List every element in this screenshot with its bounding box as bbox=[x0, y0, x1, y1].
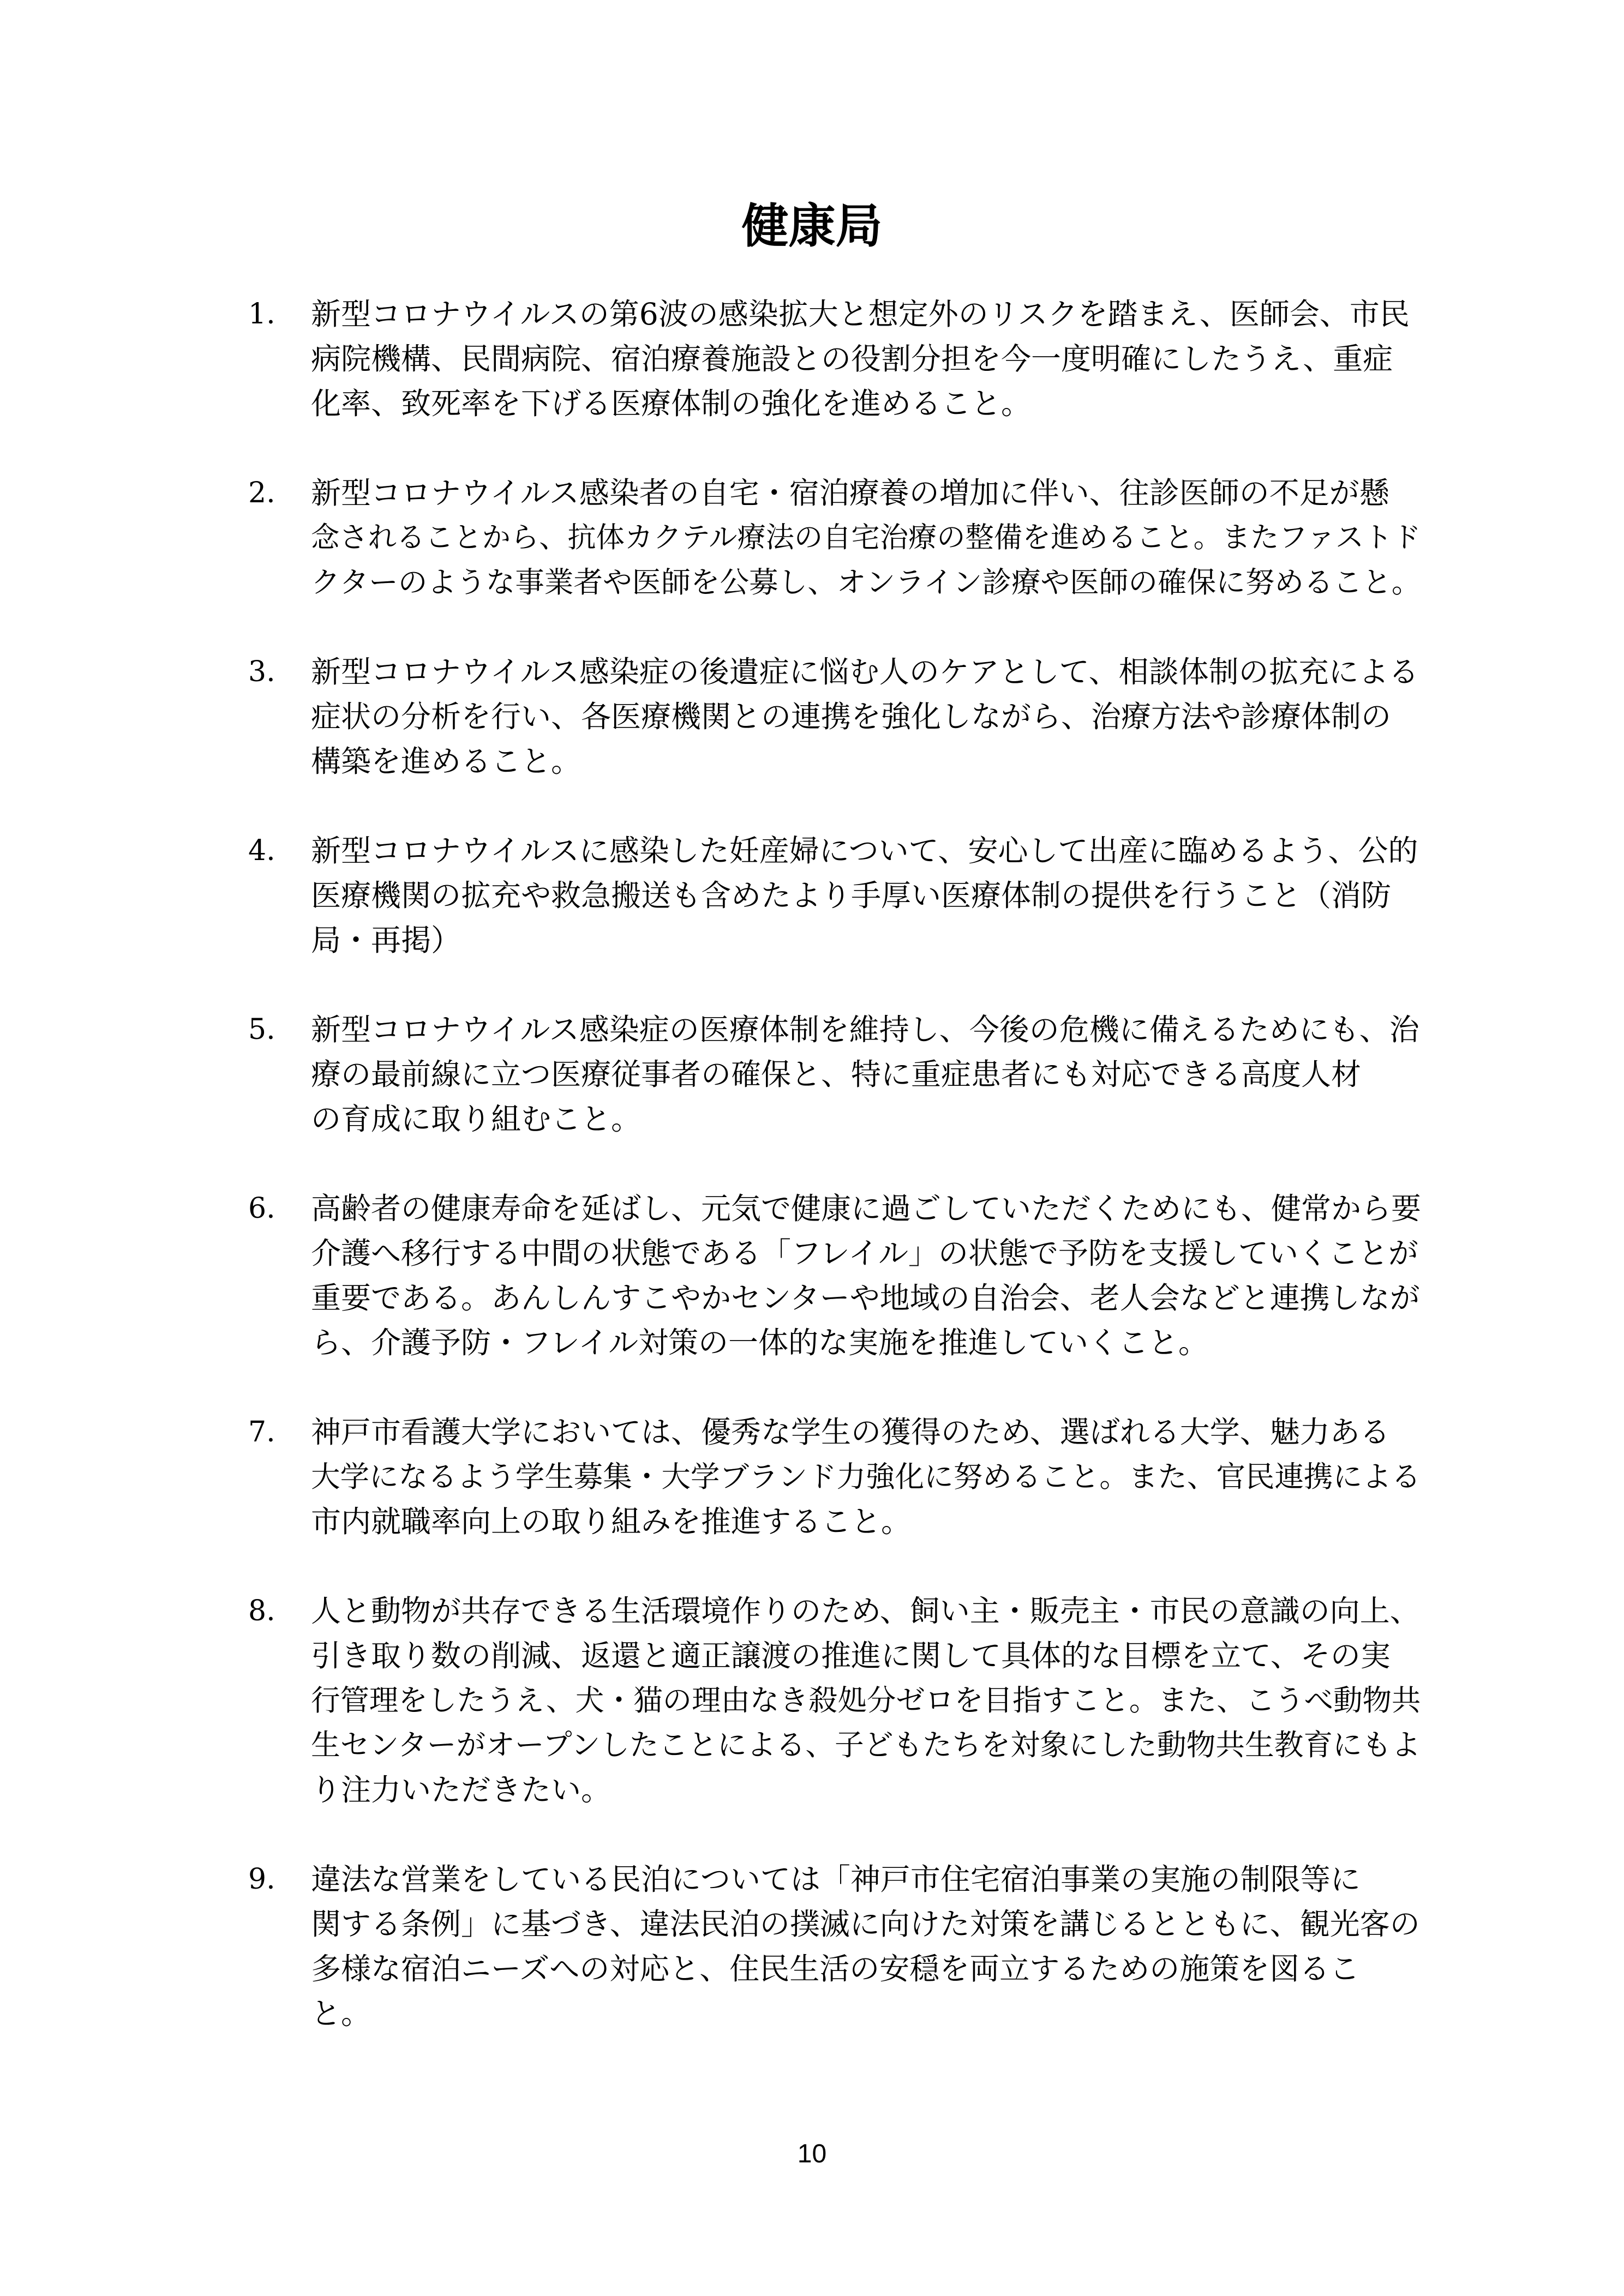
item-text bbox=[311, 292, 1427, 426]
item-number: 9. bbox=[248, 1863, 275, 1896]
item-text-line: 新型コロナウイルス感染症の後遺症に悩む人のケアとして、相談体制の拡充による bbox=[311, 654, 1419, 689]
item-text-line: ら、介護予防・フレイル対策の一体的な実施を推進していくこと。 bbox=[311, 1325, 1209, 1360]
list-item bbox=[248, 292, 1427, 426]
item-text bbox=[311, 828, 1427, 963]
item-text bbox=[311, 1007, 1427, 1141]
item-text-line: 引き取り数の削減、返還と適正譲渡の推進に関して具体的な目標を立て、その実 bbox=[311, 1638, 1391, 1673]
item-text-line: 新型コロナウイルスの第6波の感染拡大と想定外のリスクを踏まえ、医師会、市民 bbox=[311, 297, 1410, 332]
item-text-line: 症状の分析を行い、各医療機関との連携を強化しながら、治療方法や診療体制の bbox=[311, 699, 1392, 734]
item-text bbox=[311, 1410, 1427, 1544]
item-number: 4. bbox=[248, 834, 275, 867]
item-text-line: 新型コロナウイルス感染者の自宅・宿泊療養の増加に伴い、往診医師の不足が懸 bbox=[311, 476, 1389, 510]
item-number: 3. bbox=[248, 656, 275, 688]
item-text-line: 化率、致死率を下げる医療体制の強化を進めること。 bbox=[311, 386, 1032, 421]
item-text-line: 高齢者の健康寿命を延ばし、元気で健康に過ごしていただくためにも、健常から要 bbox=[311, 1191, 1422, 1226]
item-number: 7. bbox=[248, 1416, 275, 1448]
list-item bbox=[248, 1007, 1427, 1141]
item-text-line: 市内就職率向上の取り組みを推進すること。 bbox=[311, 1504, 912, 1539]
list-item bbox=[248, 650, 1427, 784]
item-number: 8. bbox=[248, 1595, 275, 1627]
item-text-line: 関する条例」に基づき、違法民泊の撲滅に向けた対策を講じるとともに、観光客の bbox=[311, 1907, 1420, 1942]
item-number: 5. bbox=[248, 1013, 275, 1046]
item-text-line: 多様な宿泊ニーズへの対応と、住民生活の安穏を両立するための施策を図るこ bbox=[311, 1951, 1360, 1986]
list-item bbox=[248, 1857, 1427, 2036]
list-item bbox=[248, 1186, 1427, 1365]
item-text-line: 局・再掲） bbox=[311, 923, 462, 958]
item-text bbox=[311, 650, 1427, 784]
list-item bbox=[248, 1589, 1427, 1812]
item-text-line: 生センターがオープンしたことによる、子どもたちを対象にした動物共生教育にもよ bbox=[311, 1728, 1421, 1762]
item-number: 6. bbox=[248, 1192, 275, 1225]
page-number: 10 bbox=[797, 2139, 827, 2168]
item-text-line: 人と動物が共存できる生活環境作りのため、飼い主・販売主・市民の意識の向上、 bbox=[311, 1594, 1420, 1628]
page-title: 健康局 bbox=[741, 199, 883, 254]
item-text-line: 介護へ移行する中間の状態である「フレイル」の状態で予防を支援していくことが bbox=[311, 1236, 1419, 1271]
item-number: 1. bbox=[248, 298, 275, 330]
item-text-line: 念されることから、抗体カクテル療法の自宅治療の整備を進めること。またファストド bbox=[311, 521, 1421, 554]
item-text-line: 新型コロナウイルスに感染した妊産婦について、安心して出産に臨めるよう、公的 bbox=[311, 833, 1418, 868]
item-text-line: 新型コロナウイルス感染症の医療体制を維持し、今後の危機に備えるためにも、治 bbox=[311, 1012, 1419, 1047]
list-item bbox=[248, 828, 1427, 963]
item-text-line: 違法な営業をしている民泊については「神戸市住宅宿泊事業の実施の制限等に bbox=[311, 1862, 1361, 1897]
item-text-line: 大学になるよう学生募集・大学ブランド力強化に努めること。また、官民連携による bbox=[311, 1459, 1421, 1494]
item-text-line: と。 bbox=[311, 1996, 371, 2031]
item-text-line: 療の最前線に立つ医療従事者の確保と、特に重症患者にも対応できる高度人材 bbox=[311, 1057, 1362, 1092]
item-text-line: クターのような事業者や医師を公募し、オンライン診療や医師の確保に努めること。 bbox=[311, 565, 1421, 599]
item-text-line: の育成に取り組むこと。 bbox=[311, 1102, 642, 1137]
item-text-line: り注力いただきたい。 bbox=[311, 1772, 612, 1807]
list-item bbox=[248, 1410, 1427, 1544]
item-text-line: 構築を進めること。 bbox=[311, 744, 582, 779]
item-text bbox=[311, 1186, 1427, 1365]
list-item bbox=[248, 471, 1427, 605]
item-text-line: 行管理をしたうえ、犬・猫の理由なき殺処分ゼロを目指すこと。また、こうべ動物共 bbox=[311, 1683, 1421, 1717]
item-text-line: 病院機構、民間病院、宿泊療養施設との役割分担を今一度明確にしたうえ、重症 bbox=[311, 341, 1393, 376]
item-text bbox=[311, 471, 1427, 605]
item-text bbox=[311, 1589, 1427, 1812]
item-number: 2. bbox=[248, 477, 275, 509]
item-text-line: 重要である。あんしんすこやかセンターや地域の自治会、老人会などと連携しなが bbox=[311, 1281, 1420, 1315]
item-list bbox=[248, 292, 1427, 2081]
item-text-line: 神戸市看護大学においては、優秀な学生の獲得のため、選ばれる大学、魅力ある bbox=[311, 1415, 1390, 1450]
item-text-line: 医療機関の拡充や救急搬送も含めたより手厚い医療体制の提供を行うこと（消防 bbox=[311, 878, 1392, 913]
item-text bbox=[311, 1857, 1427, 2036]
